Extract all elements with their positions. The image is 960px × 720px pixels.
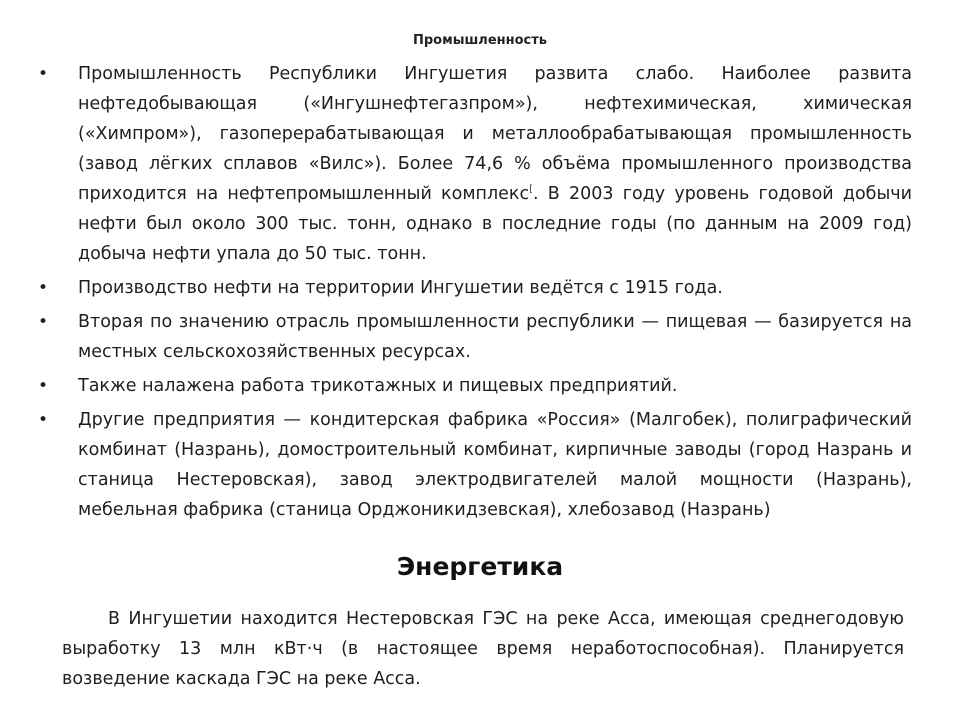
industry-section-title: Промышленность <box>413 33 547 48</box>
bullet-item-oil-production <box>36 273 912 303</box>
energy-paragraph: В Ингушетии находится Нестеровская ГЭС на реке Асса, имеющая среднегодовую выработку 13 млн кВт·ч (в настоящее время неработоспособная). Планируется возведение каскада ГЭС на реке Асса. <box>62 609 904 689</box>
bullet-text-main: Промышленность Республики Ингушетия развита слабо. Наиболее развита нефтедобывающая («Ингушнефтегазпром»), нефтехимическая, химическая («Химпром»), газоперерабатывающая и металлообрабатывающая промышленность (завод лёгких сплавов «Вилс»). Более 74,6 % объёма промышленного производства приходится на нефтепромышленный комплекс <box>78 64 912 204</box>
bullet-item-food-industry <box>36 307 912 367</box>
bullet-dot-icon: • <box>37 410 49 430</box>
industry-bullet-list <box>36 59 912 529</box>
bullet-dot-icon: • <box>37 64 49 84</box>
energy-section-title: Энергетика <box>396 552 564 581</box>
bullet-text: Другие предприятия — кондитерская фабрика «Россия» (Малгобек), полиграфический комбинат (Назрань), домостроительный комбинат, кирпичные заводы (город Назрань и станица Нестеровская), завод электродвигателей малой мощности (Назрань), мебельная фабрика (станица Орджоникидзевская), хлебозавод (Назрань) <box>78 410 912 520</box>
bullet-dot-icon: • <box>37 278 49 298</box>
bullet-dot-icon: • <box>37 376 49 396</box>
bullet-text: Также налажена работа трикотажных и пищевых предприятий. <box>78 376 678 396</box>
bullet-dot-icon: • <box>37 312 49 332</box>
bullet-text <box>78 59 912 269</box>
bullet-item-industry-overview <box>36 59 912 269</box>
footnote-mark[interactable]: [ <box>529 184 534 196</box>
bullet-item-knitwear <box>36 371 912 401</box>
bullet-item-other-enterprises <box>36 405 912 525</box>
bullet-text: Производство нефти на территории Ингушетии ведётся с 1915 года. <box>78 278 723 298</box>
bullet-text-continued: . В 2003 году уровень годовой добычи нефти был около 300 тыс. тонн, однако в последние годы (по данным на 2009 год) добыча нефти упала до 50 тыс. тонн. <box>78 184 913 264</box>
bullet-text: Вторая по значению отрасль промышленности республики — пищевая — базируется на местных сельскохозяйственных ресурсах. <box>78 312 912 362</box>
